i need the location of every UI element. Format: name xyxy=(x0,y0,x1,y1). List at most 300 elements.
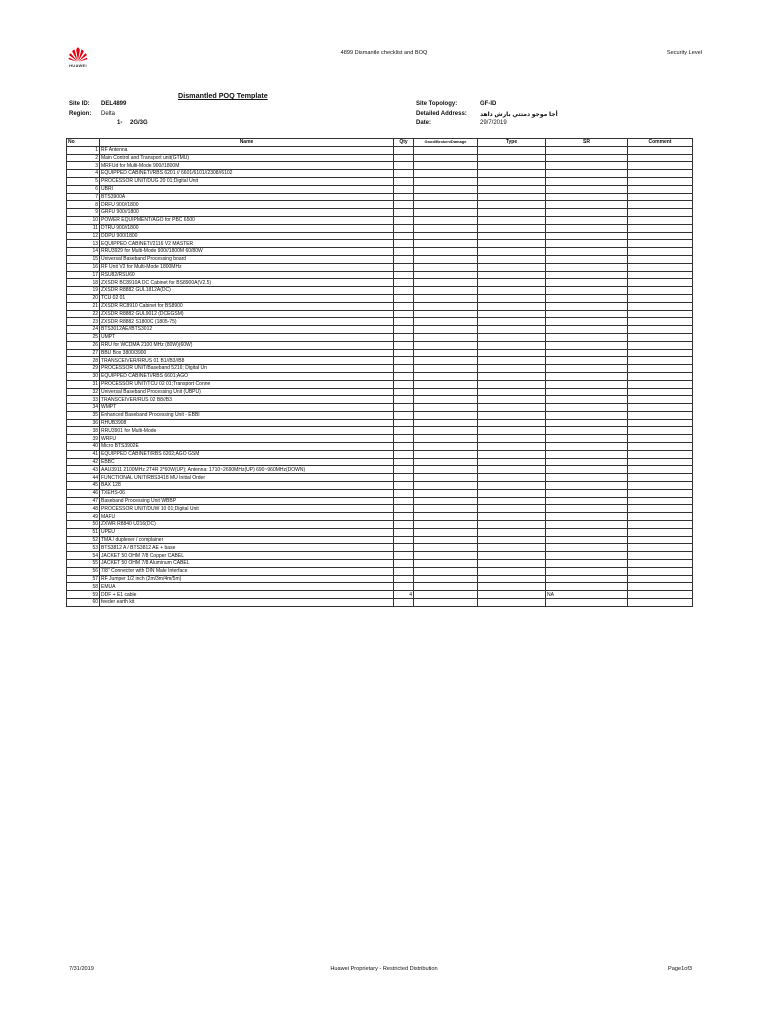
table-row xyxy=(67,341,693,349)
cell-comment xyxy=(628,232,693,240)
cell-qty xyxy=(394,177,414,185)
cell-no: 15 xyxy=(67,255,100,263)
cell-no: 12 xyxy=(67,232,100,240)
cell-condition xyxy=(414,310,478,318)
cell-condition xyxy=(414,388,478,396)
cell-no: 10 xyxy=(67,216,100,224)
cell-type xyxy=(478,224,546,232)
cell-qty xyxy=(394,388,414,396)
cell-no: 22 xyxy=(67,310,100,318)
cell-type xyxy=(478,185,546,193)
cell-comment xyxy=(628,567,693,575)
cell-comment xyxy=(628,162,693,170)
cell-type xyxy=(478,404,546,412)
cell-condition xyxy=(414,513,478,521)
cell-qty xyxy=(394,209,414,217)
cell-no: 34 xyxy=(67,404,100,412)
cell-type xyxy=(478,365,546,373)
table-row xyxy=(67,388,693,396)
footer-classification: Huawei Proprietary - Restricted Distribution xyxy=(330,966,438,972)
cell-condition xyxy=(414,435,478,443)
cell-condition xyxy=(414,560,478,568)
table-row xyxy=(67,528,693,536)
cell-sr xyxy=(546,170,628,178)
cell-condition xyxy=(414,209,478,217)
cell-sr xyxy=(546,333,628,341)
cell-sr xyxy=(546,310,628,318)
cell-qty xyxy=(394,474,414,482)
cell-sr xyxy=(546,193,628,201)
cell-no: 56 xyxy=(67,567,100,575)
cell-type xyxy=(478,474,546,482)
cell-qty xyxy=(394,263,414,271)
cell-type xyxy=(478,302,546,310)
cell-comment xyxy=(628,310,693,318)
cell-comment xyxy=(628,560,693,568)
cell-sr xyxy=(546,560,628,568)
site-id-value: DEL4899 xyxy=(101,101,127,107)
cell-comment xyxy=(628,302,693,310)
cell-type xyxy=(478,396,546,404)
cell-condition xyxy=(414,341,478,349)
cell-comment xyxy=(628,263,693,271)
cell-name: JACKET 50 OHM 7/8 Aluminum CABEL xyxy=(100,560,394,568)
cell-no: 18 xyxy=(67,279,100,287)
cell-qty xyxy=(394,482,414,490)
cell-sr xyxy=(546,177,628,185)
cell-condition xyxy=(414,552,478,560)
cell-qty xyxy=(394,255,414,263)
cell-sr xyxy=(546,497,628,505)
col-header-sr: SR xyxy=(546,139,628,147)
cell-qty xyxy=(394,536,414,544)
cell-sr xyxy=(546,146,628,154)
cell-comment xyxy=(628,450,693,458)
cell-no: 13 xyxy=(67,240,100,248)
cell-name: TMA / duplexer / complainer xyxy=(100,536,394,544)
cell-name: PROCESSOR UNIT/DUG 20 01;Digital Unit xyxy=(100,177,394,185)
cell-no: 43 xyxy=(67,466,100,474)
date-value: 29/7/2019 xyxy=(480,120,507,126)
table-row xyxy=(67,599,693,607)
cell-qty xyxy=(394,357,414,365)
cell-sr xyxy=(546,388,628,396)
cell-sr xyxy=(546,294,628,302)
cell-type xyxy=(478,318,546,326)
cell-qty xyxy=(394,162,414,170)
cell-name: MAFU xyxy=(100,513,394,521)
table-row xyxy=(67,575,693,583)
cell-condition xyxy=(414,591,478,599)
cell-comment xyxy=(628,357,693,365)
cell-condition xyxy=(414,458,478,466)
cell-name: TRANSCEIVER/RRUS 01 B1//B3//B8 xyxy=(100,357,394,365)
cell-no: 35 xyxy=(67,411,100,419)
cell-name: Universal Baseband Processing Unit (UBPU) xyxy=(100,388,394,396)
cell-name: DDPU 900/1800 xyxy=(100,232,394,240)
cell-no: 4 xyxy=(67,170,100,178)
cell-sr xyxy=(546,279,628,287)
cell-name: ZXSDR RC8910 Cabinet for BS8900 xyxy=(100,302,394,310)
cell-type xyxy=(478,528,546,536)
cell-name: RHUB3908 xyxy=(100,419,394,427)
cell-no: 16 xyxy=(67,263,100,271)
cell-no: 57 xyxy=(67,575,100,583)
cell-qty xyxy=(394,271,414,279)
cell-type xyxy=(478,591,546,599)
cell-no: 27 xyxy=(67,349,100,357)
col-header-condition: Good/Broken/Damage xyxy=(414,139,478,147)
cell-qty xyxy=(394,396,414,404)
cell-type xyxy=(478,357,546,365)
cell-name: BTS3812 A / BTS3812 AE + base xyxy=(100,544,394,552)
cell-name: AAU3911 2100MHz 2T4R 2*60W(UP); Antenna: 1710~2690MHz(UP) 690~960MHz(DOWN) xyxy=(100,466,394,474)
cell-sr xyxy=(546,357,628,365)
cell-no: 14 xyxy=(67,248,100,256)
cell-sr xyxy=(546,396,628,404)
cell-type xyxy=(478,458,546,466)
footer-page-number: Page1of3 xyxy=(668,966,692,972)
cell-name: ZXSDR R8882 GUL9012 (DCEGSM) xyxy=(100,310,394,318)
cell-name: EQUIPPED CABINET//RBS 6201 // 6601/6101//2308//6102 xyxy=(100,170,394,178)
cell-comment xyxy=(628,318,693,326)
cell-name: DTRU 900//1800 xyxy=(100,224,394,232)
table-row xyxy=(67,583,693,591)
cell-name: feeder earth kit xyxy=(100,599,394,607)
col-header-no: No xyxy=(67,139,100,147)
cell-comment xyxy=(628,372,693,380)
cell-no: 32 xyxy=(67,388,100,396)
cell-type xyxy=(478,513,546,521)
cell-qty xyxy=(394,443,414,451)
cell-sr xyxy=(546,162,628,170)
cell-qty xyxy=(394,513,414,521)
cell-condition xyxy=(414,528,478,536)
cell-qty xyxy=(394,411,414,419)
cell-sr xyxy=(546,427,628,435)
cell-name: Baseband Processing Unit WBBP xyxy=(100,497,394,505)
cell-condition xyxy=(414,466,478,474)
table-row xyxy=(67,404,693,412)
cell-sr xyxy=(546,466,628,474)
cell-no: 1 xyxy=(67,146,100,154)
cell-qty xyxy=(394,427,414,435)
cell-qty xyxy=(394,201,414,209)
cell-comment xyxy=(628,544,693,552)
cell-sr xyxy=(546,513,628,521)
cell-name: Micro BTS3902E xyxy=(100,443,394,451)
cell-qty xyxy=(394,248,414,256)
table-row xyxy=(67,521,693,529)
cell-type xyxy=(478,279,546,287)
cell-name: BBU Box 3800/3900 xyxy=(100,349,394,357)
cell-qty xyxy=(394,240,414,248)
cell-name: 7/8" Connector with DIN Male Interface xyxy=(100,567,394,575)
cell-no: 31 xyxy=(67,380,100,388)
cell-name: BAX 128 xyxy=(100,482,394,490)
cell-type xyxy=(478,271,546,279)
cell-condition xyxy=(414,482,478,490)
cell-qty xyxy=(394,302,414,310)
cell-comment xyxy=(628,583,693,591)
table-row xyxy=(67,458,693,466)
cell-condition xyxy=(414,443,478,451)
cell-condition xyxy=(414,474,478,482)
cell-sr xyxy=(546,443,628,451)
cell-comment xyxy=(628,435,693,443)
cell-type xyxy=(478,450,546,458)
cell-no: 30 xyxy=(67,372,100,380)
cell-comment xyxy=(628,521,693,529)
cell-sr xyxy=(546,209,628,217)
cell-comment xyxy=(628,513,693,521)
cell-no: 48 xyxy=(67,505,100,513)
site-topology-value: GF-ID xyxy=(480,101,497,107)
cell-comment xyxy=(628,170,693,178)
cell-comment xyxy=(628,177,693,185)
cell-name: EMUA xyxy=(100,583,394,591)
cell-condition xyxy=(414,372,478,380)
cell-type xyxy=(478,255,546,263)
table-row xyxy=(67,560,693,568)
cell-no: 42 xyxy=(67,458,100,466)
cell-name: TRANSCEIVER/RUS 02 B8//B3 xyxy=(100,396,394,404)
cell-type xyxy=(478,287,546,295)
table-row xyxy=(67,419,693,427)
cell-type xyxy=(478,583,546,591)
cell-qty xyxy=(394,170,414,178)
table-row xyxy=(67,240,693,248)
cell-comment xyxy=(628,474,693,482)
cell-type xyxy=(478,497,546,505)
cell-qty xyxy=(394,372,414,380)
cell-name: WMPT xyxy=(100,404,394,412)
cell-no: 8 xyxy=(67,201,100,209)
cell-sr xyxy=(546,404,628,412)
cell-comment xyxy=(628,411,693,419)
cell-type xyxy=(478,146,546,154)
table-row xyxy=(67,185,693,193)
cell-type xyxy=(478,505,546,513)
cell-qty xyxy=(394,505,414,513)
cell-type xyxy=(478,240,546,248)
cell-condition xyxy=(414,146,478,154)
cell-sr xyxy=(546,552,628,560)
cell-qty xyxy=(394,287,414,295)
cell-no: 5 xyxy=(67,177,100,185)
cell-qty xyxy=(394,279,414,287)
table-row xyxy=(67,372,693,380)
cell-type xyxy=(478,567,546,575)
cell-condition xyxy=(414,583,478,591)
cell-qty xyxy=(394,575,414,583)
tech-index: 1- xyxy=(117,120,123,126)
cell-type xyxy=(478,349,546,357)
cell-condition xyxy=(414,599,478,607)
cell-condition xyxy=(414,450,478,458)
cell-qty xyxy=(394,544,414,552)
cell-qty: 4 xyxy=(394,591,414,599)
cell-type xyxy=(478,419,546,427)
cell-no: 50 xyxy=(67,521,100,529)
table-row xyxy=(67,333,693,341)
document-title: Dismantled POQ Template xyxy=(178,91,268,100)
table-row xyxy=(67,209,693,217)
cell-name: RRU for WCDMA 2100 MHz (80W)(60W) xyxy=(100,341,394,349)
cell-comment xyxy=(628,279,693,287)
table-row xyxy=(67,435,693,443)
table-row xyxy=(67,310,693,318)
cell-qty xyxy=(394,489,414,497)
cell-type xyxy=(478,333,546,341)
cell-sr xyxy=(546,248,628,256)
cell-name: PROCESSOR UNIT/DUW 10 01;Digital Unit xyxy=(100,505,394,513)
cell-sr xyxy=(546,287,628,295)
cell-qty xyxy=(394,599,414,607)
cell-type xyxy=(478,536,546,544)
cell-sr xyxy=(546,232,628,240)
cell-condition xyxy=(414,567,478,575)
cell-no: 17 xyxy=(67,271,100,279)
cell-comment xyxy=(628,185,693,193)
cell-type xyxy=(478,427,546,435)
cell-comment xyxy=(628,201,693,209)
cell-condition xyxy=(414,505,478,513)
cell-sr xyxy=(546,521,628,529)
cell-sr xyxy=(546,365,628,373)
cell-condition xyxy=(414,333,478,341)
cell-sr xyxy=(546,482,628,490)
table-row xyxy=(67,552,693,560)
table-row xyxy=(67,294,693,302)
address-label: Detailed Address: xyxy=(416,111,467,117)
cell-sr xyxy=(546,349,628,357)
table-row xyxy=(67,287,693,295)
table-row xyxy=(67,255,693,263)
cell-qty xyxy=(394,583,414,591)
table-row xyxy=(67,170,693,178)
cell-name: BTS3900A xyxy=(100,193,394,201)
table-row xyxy=(67,232,693,240)
cell-comment xyxy=(628,427,693,435)
cell-name: PROCESSOR UNIT/TCU 02 01;Transport Conne xyxy=(100,380,394,388)
cell-comment xyxy=(628,341,693,349)
cell-comment xyxy=(628,216,693,224)
cell-sr xyxy=(546,271,628,279)
cell-name: MRFUd for Multi-Mode 900//1800M xyxy=(100,162,394,170)
cell-sr xyxy=(546,240,628,248)
cell-comment xyxy=(628,271,693,279)
cell-condition xyxy=(414,279,478,287)
cell-qty xyxy=(394,224,414,232)
cell-type xyxy=(478,177,546,185)
cell-qty xyxy=(394,567,414,575)
cell-qty xyxy=(394,497,414,505)
cell-no: 58 xyxy=(67,583,100,591)
cell-comment xyxy=(628,419,693,427)
cell-type xyxy=(478,411,546,419)
cell-type xyxy=(478,482,546,490)
table-row xyxy=(67,466,693,474)
cell-no: 44 xyxy=(67,474,100,482)
cell-condition xyxy=(414,154,478,162)
address-value: أجا موجو دمتتي بارش داهد xyxy=(480,112,558,118)
cell-type xyxy=(478,294,546,302)
cell-no: 39 xyxy=(67,435,100,443)
col-header-name: Name xyxy=(100,139,394,147)
cell-sr xyxy=(546,302,628,310)
cell-condition xyxy=(414,263,478,271)
cell-type xyxy=(478,162,546,170)
cell-sr xyxy=(546,263,628,271)
region-value: Delta xyxy=(101,111,116,117)
tech-value: 2G/3G xyxy=(130,120,148,126)
cell-type xyxy=(478,310,546,318)
cell-sr xyxy=(546,224,628,232)
cell-sr xyxy=(546,474,628,482)
cell-no: 45 xyxy=(67,482,100,490)
col-header-type: Type xyxy=(478,139,546,147)
cell-sr xyxy=(546,583,628,591)
site-id-label: Site ID: xyxy=(69,101,90,107)
cell-no: 46 xyxy=(67,489,100,497)
cell-qty xyxy=(394,458,414,466)
cell-qty xyxy=(394,232,414,240)
cell-name: Enhanced Baseband Processing Unit - EBBI xyxy=(100,411,394,419)
cell-name: RF Antenna xyxy=(100,146,394,154)
table-row xyxy=(67,443,693,451)
table-row xyxy=(67,263,693,271)
cell-sr xyxy=(546,154,628,162)
cell-no: 7 xyxy=(67,193,100,201)
cell-qty xyxy=(394,154,414,162)
cell-comment xyxy=(628,489,693,497)
cell-condition xyxy=(414,349,478,357)
cell-type xyxy=(478,489,546,497)
logo-text: HUAWEI xyxy=(69,63,87,68)
cell-condition xyxy=(414,411,478,419)
cell-comment xyxy=(628,388,693,396)
cell-name: BTS3012AE//BTS3012 xyxy=(100,326,394,334)
cell-qty xyxy=(394,404,414,412)
cell-no: 38 xyxy=(67,427,100,435)
cell-qty xyxy=(394,333,414,341)
cell-name: RRU3929 for Multi-Mode 900//1800M 60/80W xyxy=(100,248,394,256)
cell-name: EBBC xyxy=(100,458,394,466)
cell-type xyxy=(478,599,546,607)
cell-comment xyxy=(628,380,693,388)
region-label: Region: xyxy=(69,111,92,117)
cell-name: FUNCTIONAL UNIT/RBS3418 MU Initial Order xyxy=(100,474,394,482)
cell-comment xyxy=(628,591,693,599)
cell-condition xyxy=(414,427,478,435)
cell-condition xyxy=(414,419,478,427)
cell-sr xyxy=(546,435,628,443)
table-row xyxy=(67,411,693,419)
cell-name: TCU 02 01 xyxy=(100,294,394,302)
date-label: Date: xyxy=(416,120,432,126)
cell-qty xyxy=(394,216,414,224)
cell-comment xyxy=(628,287,693,295)
cell-name: RF Jumper 1/2 inch (2m/3m/4m/5m) xyxy=(100,575,394,583)
cell-qty xyxy=(394,466,414,474)
table-row xyxy=(67,326,693,334)
cell-name: PROCESSOR UNIT/Baseband 5216; Digital Un xyxy=(100,365,394,373)
cell-comment xyxy=(628,326,693,334)
cell-comment xyxy=(628,528,693,536)
cell-condition xyxy=(414,240,478,248)
cell-qty xyxy=(394,365,414,373)
